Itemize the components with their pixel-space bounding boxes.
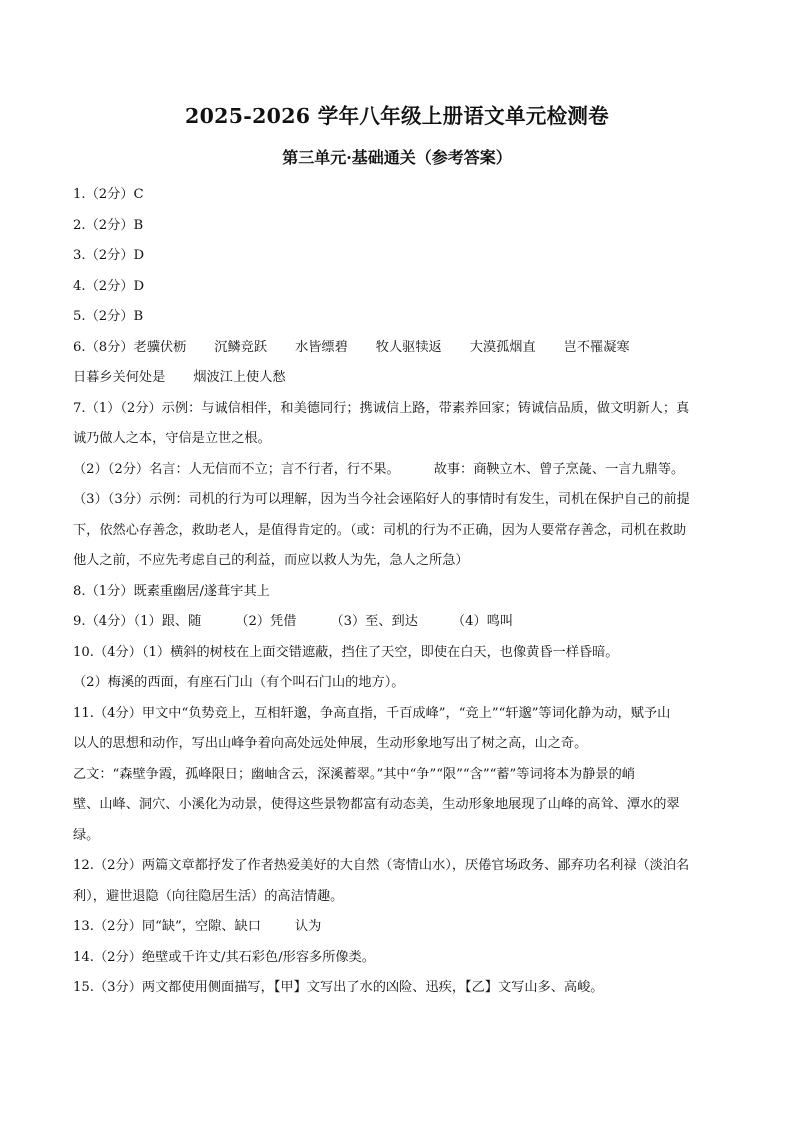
answer-13-part: 13.（2分）同“缺”，空隙、缺口: [73, 919, 261, 934]
answer-8: 8.（1分）既素重幽居/遂葺宇其上: [73, 583, 270, 599]
answer-5: 5.（2分）B: [73, 309, 144, 324]
answer-list: [73, 180, 725, 1004]
answer-6-verse: 烟波江上使人愁: [193, 370, 286, 385]
answer-2: 2.（2分）B: [73, 217, 144, 233]
page-title: 2025-2026 学年八年级上册语文单元检测卷: [185, 104, 609, 128]
answer-4: 4.（2分）D: [73, 278, 145, 294]
answer-10-line: （2）梅溪的西面，有座石门山（有个叫石门山的地方）。: [73, 675, 405, 690]
answer-7-3-line: 他人之前，不应先考虑自己的利益，而应以救人为先，急人之所急）: [73, 553, 469, 568]
answer-6-item: 牧人驱犊返: [375, 339, 442, 355]
answer-11-line: 壁、山峰、洞穴、小溪化为动景，使得这些景物都富有动态美，生动形象地展现了山峰的高耸、潭水的翠: [73, 797, 680, 812]
answer-6-line1: [73, 333, 725, 364]
answer-7-3-line: 下，依然心存善念，救助老人，是值得肯定的。（或：司机的行为不正确，因为人要常存善念，司机在救助: [73, 522, 687, 538]
answer-11-line: 绿。: [73, 827, 100, 843]
answer-10-line: 10.（4分）（1）横斜的树枝在上面交错遮蔽，挡住了天空，即使在白天，也像黄昏一样昏暗。: [73, 644, 619, 660]
answer-9-part: （4）鸣叫: [451, 614, 514, 629]
answer-11-line: 乙文：“森壁争霞，孤峰限日；幽岫含云，深溪蓄翠。”其中“争”“限”“含”“蓄”等词将本为静景的峭: [73, 766, 635, 782]
answer-9-part: （2）凭借: [235, 614, 297, 629]
answer-3: 3.（2分）D: [73, 248, 145, 263]
answer-15: 15.（3分）两文都使用侧面描写，【甲】文写出了水的凶险、迅疾，【乙】文写山多、高峻。: [73, 980, 604, 995]
answer-6-line2: [73, 363, 725, 394]
answer-13: [73, 912, 725, 943]
answer-7-3-line: （3）（3分）示例：司机的行为可以理解，因为当今社会诬陷好人的事情时有发生，司机在保护自己的前提: [73, 492, 690, 507]
answer-7-2-line: [73, 455, 725, 486]
page-subtitle: 第三单元·基础通关（参考答案）: [282, 148, 512, 167]
answer-9-part: （3）至、到达: [330, 614, 418, 629]
answer-6-item: 岂不罹凝寒: [563, 339, 630, 355]
answer-7-1-line: 7.（1）（2分）示例：与诚信相伴，和美德同行；携诚信上路，带素养回家；铸诚信品质，做文明新人；真: [73, 400, 690, 416]
answer-6-verse: 日暮乡关何处是: [73, 370, 166, 385]
answer-6-item: 水皆缥碧: [295, 339, 348, 355]
answer-6-item: 沉鳞竞跃: [214, 339, 268, 355]
answer-6-label: 6.（8分）老骥伏枥: [73, 339, 187, 355]
answer-7-2-story: 故事：商鞅立木、曾子烹彘、一言九鼎等。: [433, 461, 685, 477]
answer-7-2-quote: （2）（2分）名言：人无信而不立；言不行者，行不果。: [73, 461, 400, 477]
answer-11-line: 以人的思想和动作，写出山峰争着向高处远处伸展，生动形象地写出了树之高，山之奇。: [73, 736, 588, 751]
answer-9: [73, 607, 725, 638]
answer-14: 14.（2分）绝壁或千许丈/其石彩色/形容多所像类。: [73, 949, 375, 965]
answer-13-part: 认为: [294, 919, 322, 934]
answer-12-line: 利），避世退隐（向往隐居生活）的高洁情趣。: [73, 888, 344, 904]
answer-9-part: 9.（4分）（1）跟、随: [73, 614, 202, 629]
answer-6-item: 大漠孤烟直: [469, 339, 536, 355]
answer-7-1-line: 诚乃做人之本，守信是立世之根。: [73, 431, 271, 446]
answer-12-line: 12.（2分）两篇文章都抒发了作者热爱美好的大自然（寄情山水），厌倦官场政务、鄙弃功名利禄（淡泊名: [73, 858, 690, 873]
answer-1: 1.（2分）C: [73, 187, 144, 202]
answer-11-line: 11.（4分）甲文中“负势竞上，互相轩邈，争高直指，千百成峰”，“竞上”“轩邈”等词化静为动，赋予山: [73, 705, 671, 721]
